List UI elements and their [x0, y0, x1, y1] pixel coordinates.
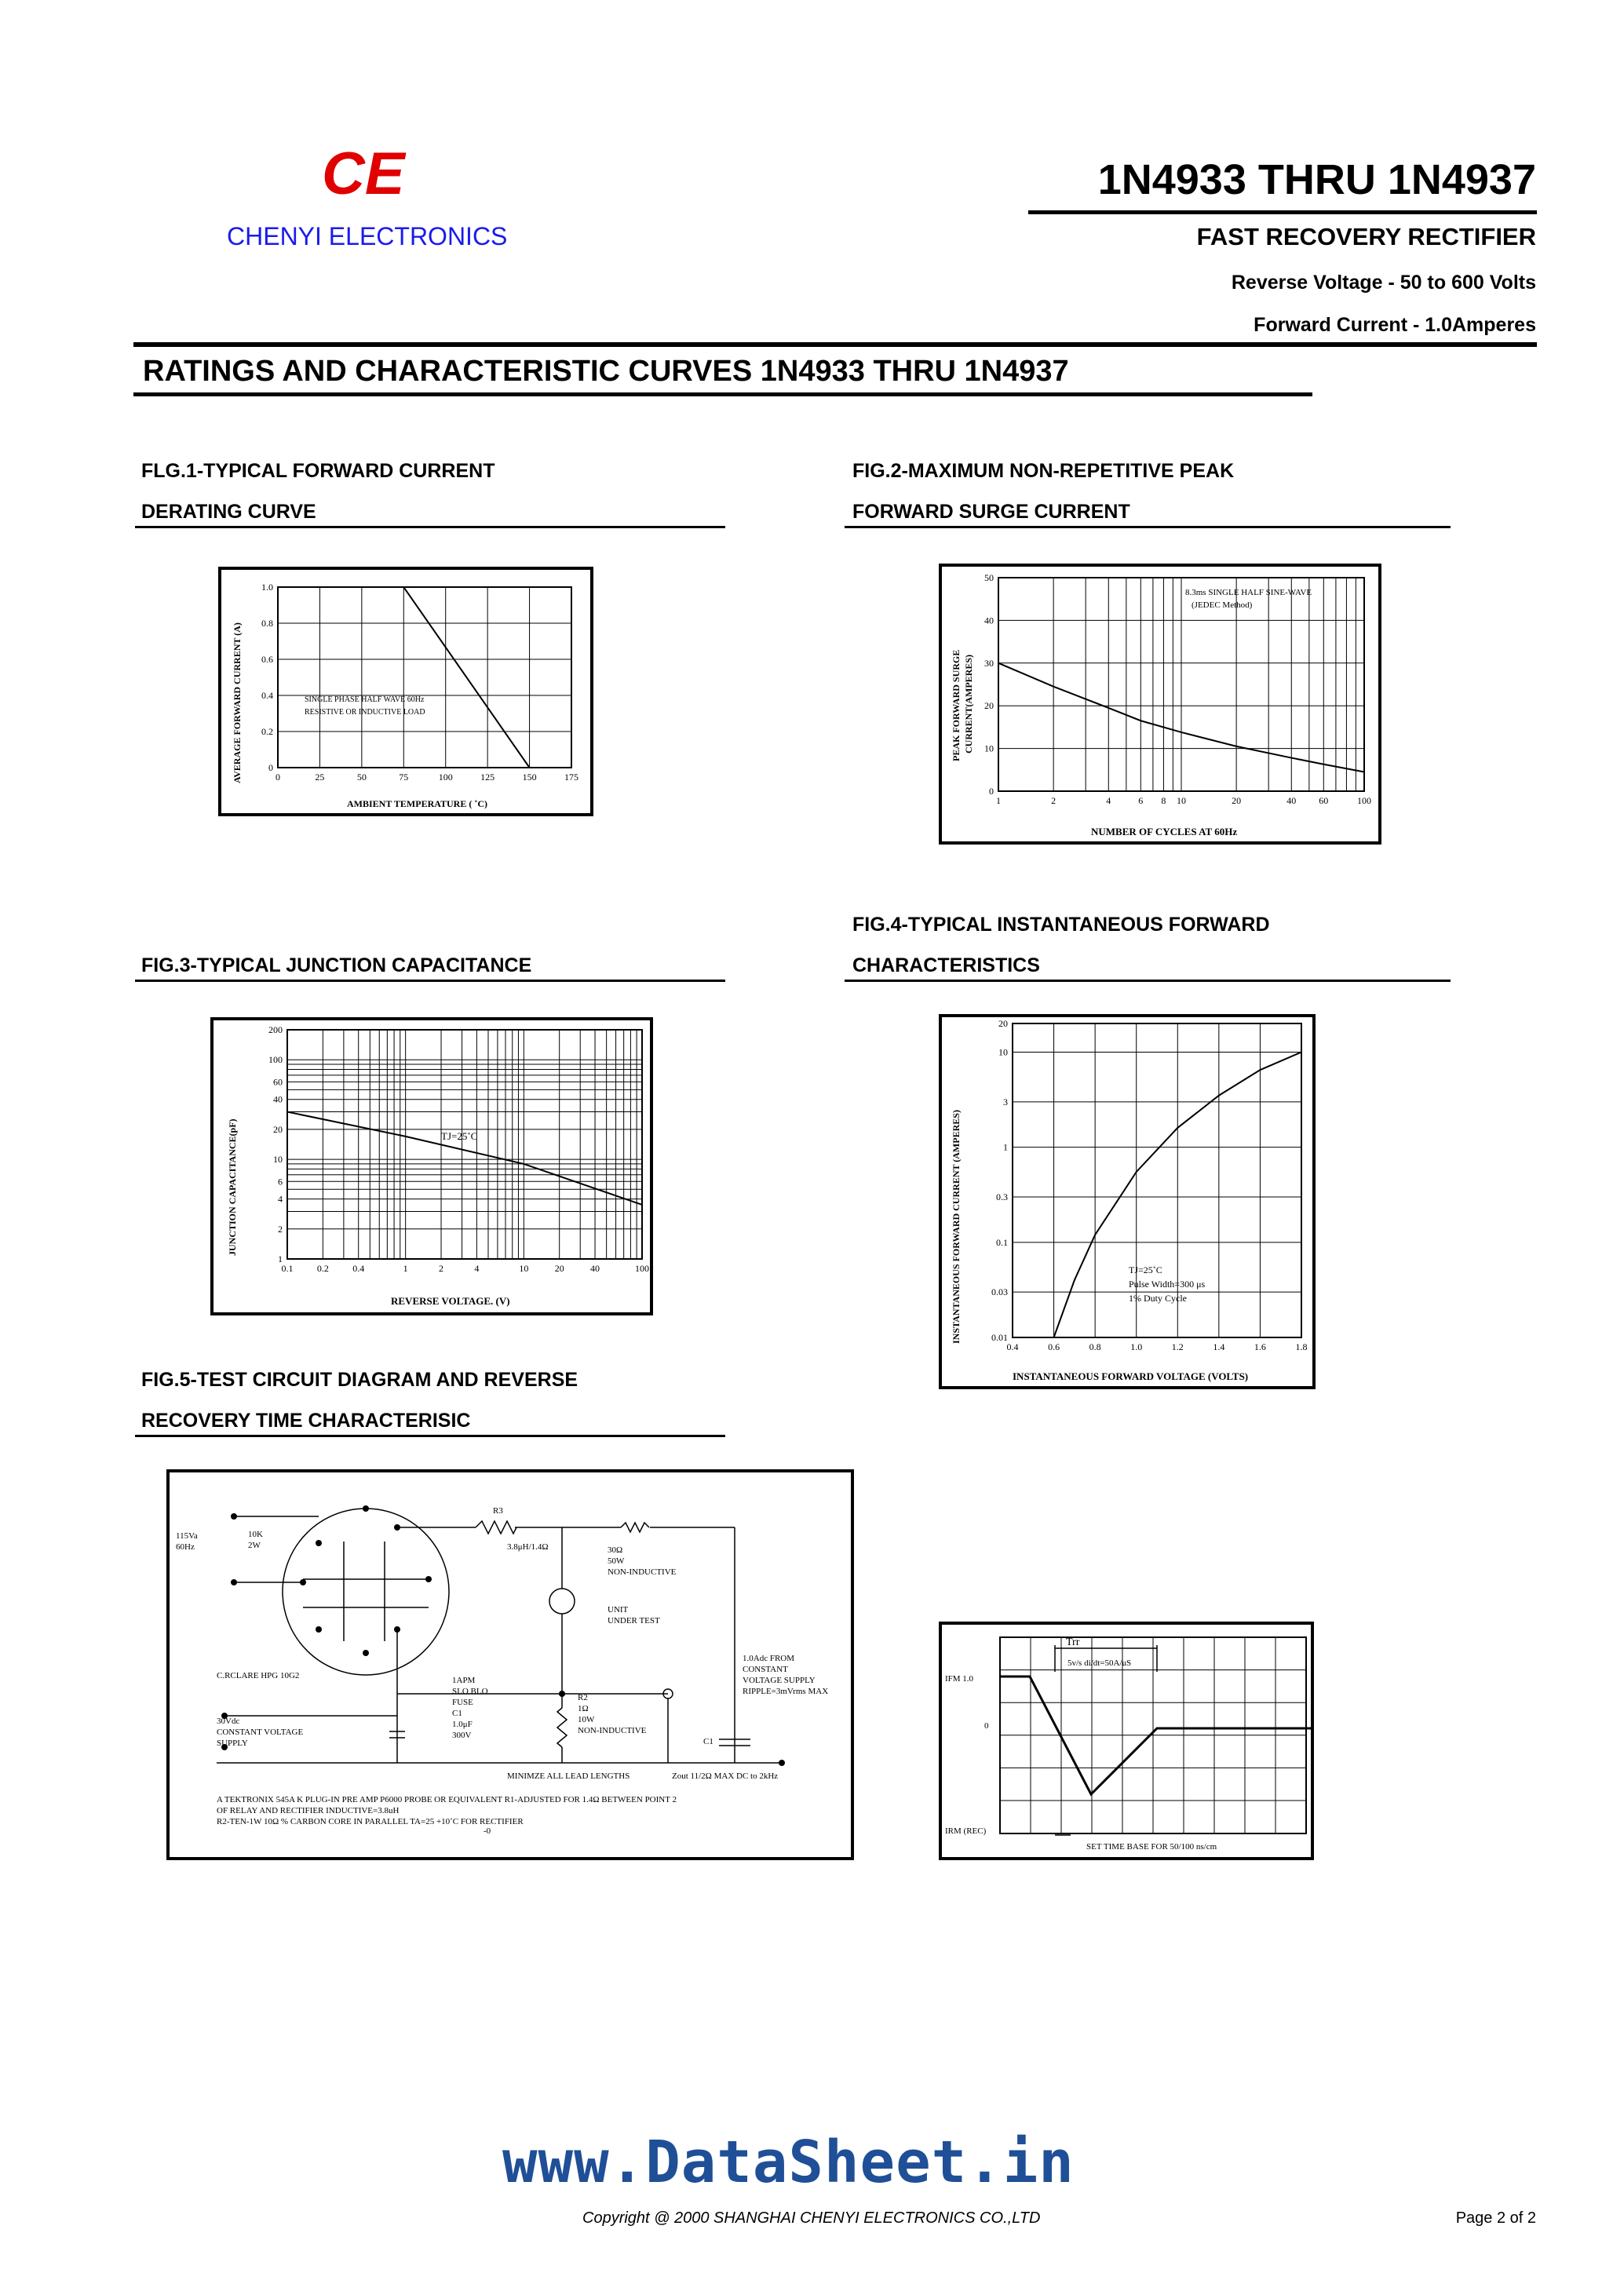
fig4-note-2: Pulse Width=300 μs — [1129, 1279, 1206, 1290]
label-30vdc: 30Vdc — [217, 1717, 240, 1726]
y-tick-label: 0.03 — [991, 1286, 1008, 1298]
x-tick-label: 0.4 — [352, 1263, 365, 1274]
y-tick-label: 6 — [278, 1176, 283, 1188]
x-tick-label: 4 — [1106, 795, 1111, 806]
label-supply: SUPPLY — [217, 1739, 248, 1748]
fig2-panel — [939, 564, 1381, 845]
label-fuse-2: SLO BLO — [452, 1687, 488, 1696]
y-tick-label: 0.2 — [261, 726, 273, 737]
x-tick-label: 0.1 — [281, 1263, 294, 1274]
fig3-y-label: JUNCTION CAPACITANCE(pF) — [227, 1118, 238, 1256]
ifm-label: IFM 1.0 — [945, 1674, 974, 1684]
label-1adc: 1.0Adc FROM — [743, 1654, 795, 1663]
label-minimize: MINIMZE ALL LEAD LENGTHS — [507, 1771, 630, 1781]
fig4-y-label: INSTANTANEOUS FORWARD CURRENT (AMPERES) — [951, 1110, 962, 1344]
fig3-x-label: REVERSE VOLTAGE. (V) — [391, 1295, 510, 1307]
label-10k: 10K — [248, 1530, 263, 1539]
x-tick-label: 75 — [399, 772, 409, 783]
fig2-note-1: 8.3ms SINGLE HALF SINE-WAVE — [1185, 588, 1312, 597]
y-tick-label: 10 — [273, 1154, 283, 1166]
fig1-note-1: SINGLE PHASE HALF WAVE 60Hz — [305, 695, 425, 704]
x-tick-label: 1.4 — [1213, 1341, 1225, 1352]
x-tick-label: 2 — [439, 1263, 444, 1274]
fig1-title-line1: FLG.1-TYPICAL FORWARD CURRENT — [141, 460, 495, 482]
fig2-y-label-2: CURRENT(AMPERES) — [963, 655, 974, 753]
r30-resistor — [621, 1523, 649, 1532]
y-tick-label: 0 — [989, 786, 994, 797]
y-tick-label: 40 — [984, 615, 994, 626]
fig5-title-rule — [135, 1435, 725, 1437]
y-tick-label: 200 — [268, 1024, 283, 1035]
y-tick-label: 0.1 — [996, 1236, 1008, 1248]
label-c1-output: C1 — [703, 1737, 713, 1746]
fig1-chart — [221, 570, 590, 813]
fig2-x-label: NUMBER OF CYCLES AT 60Hz — [1091, 826, 1238, 837]
fig4-note-3: 1% Duty Cycle — [1129, 1293, 1187, 1304]
fig1-x-label: AMBIENT TEMPERATURE ( ˚C) — [347, 798, 488, 809]
x-tick-label: 4 — [474, 1263, 480, 1274]
x-tick-label: 1 — [403, 1263, 408, 1274]
fig2-chart — [942, 567, 1378, 841]
x-tick-label: 0.8 — [1089, 1341, 1101, 1352]
x-tick-label: 20 — [554, 1263, 564, 1274]
y-tick-label: 1 — [1003, 1141, 1008, 1153]
fig2-y-label-1: PEAK FORWARD SURGE — [951, 649, 962, 761]
label-30ohm: 30Ω — [608, 1545, 623, 1555]
fig5-waveform-panel — [939, 1622, 1314, 1860]
y-tick-label: 4 — [278, 1193, 283, 1205]
y-tick-label: 0.6 — [261, 654, 273, 665]
y-tick-label: 40 — [273, 1093, 283, 1105]
y-tick-label: 1.0 — [261, 582, 273, 593]
zero-label: 0 — [984, 1721, 989, 1731]
r3-resistor — [476, 1521, 516, 1534]
label-c1: C1 — [452, 1709, 462, 1718]
x-tick-label: 10 — [1177, 795, 1186, 806]
label-voltage-supply: VOLTAGE SUPPLY — [743, 1676, 816, 1685]
x-tick-label: 8 — [1161, 795, 1166, 806]
fig3-capacitance-curve — [287, 1112, 642, 1205]
fig4-panel — [939, 1014, 1316, 1389]
fig3-chart — [213, 1020, 650, 1312]
x-tick-label: 1.8 — [1295, 1341, 1308, 1352]
fig4-title-line1: FIG.4-TYPICAL INSTANTANEOUS FORWARD — [852, 914, 1270, 936]
fig1-panel — [218, 567, 593, 816]
fig5-title-line1: FIG.5-TEST CIRCUIT DIAGRAM AND REVERSE — [141, 1369, 578, 1391]
fig2-title-line1: FIG.2-MAXIMUM NON-REPETITIVE PEAK — [852, 460, 1235, 482]
y-tick-label: 0.8 — [261, 618, 273, 629]
header-rule — [1028, 210, 1537, 214]
y-tick-label: 10 — [984, 742, 994, 754]
y-tick-label: 20 — [984, 700, 994, 712]
y-tick-label: 100 — [268, 1054, 283, 1066]
unit-under-test-diode — [549, 1589, 575, 1614]
x-tick-label: 150 — [522, 772, 537, 783]
fig4-x-label: INSTANTANEOUS FORWARD VOLTAGE (VOLTS) — [1013, 1370, 1249, 1382]
label-r3: R3 — [493, 1506, 503, 1516]
page-divider — [133, 342, 1537, 347]
x-tick-label: 100 — [438, 772, 453, 783]
x-tick-label: 1.0 — [1130, 1341, 1143, 1352]
trr-label: Trr — [1066, 1636, 1080, 1648]
page-number: Page 2 of 2 — [1455, 2209, 1536, 2227]
label-zout: Zout 11/2Ω MAX DC to 2kHz — [672, 1771, 779, 1781]
y-tick-label: 3 — [1003, 1096, 1008, 1107]
y-tick-label: 60 — [273, 1076, 283, 1088]
product-subtitle: FAST RECOVERY RECTIFIER — [1196, 223, 1536, 250]
plot-frame — [278, 587, 571, 768]
label-60hz: 60Hz — [176, 1542, 195, 1552]
x-tick-label: 125 — [480, 772, 495, 783]
x-tick-label: 0 — [276, 772, 280, 783]
x-tick-label: 50 — [356, 772, 367, 783]
label-r2-watt: 10W — [578, 1715, 595, 1724]
y-tick-label: 50 — [984, 572, 994, 583]
label-50w: 50W — [608, 1556, 625, 1566]
label-c1-voltage: 300V — [452, 1731, 472, 1740]
fig3-note: TJ=25˚C — [441, 1130, 478, 1142]
fig2-title-rule — [845, 526, 1451, 528]
x-tick-label: 0.4 — [1006, 1341, 1019, 1352]
label-fuse-3: FUSE — [452, 1698, 473, 1707]
y-tick-label: 0.4 — [261, 690, 273, 701]
x-tick-label: 100 — [1357, 795, 1371, 806]
y-tick-label: 1 — [278, 1253, 283, 1264]
label-r2-value: 1Ω — [578, 1704, 589, 1713]
label-circlare: C.RCLARE HPG 10G2 — [217, 1671, 300, 1680]
fig2-title-line2: FORWARD SURGE CURRENT — [852, 501, 1130, 523]
x-tick-label: 1.2 — [1171, 1341, 1184, 1352]
fig1-title-rule — [135, 526, 725, 528]
label-under-test: UNDER TEST — [608, 1616, 660, 1625]
y-tick-label: 0.3 — [996, 1191, 1008, 1203]
company-name: CHENYI ELECTRONICS — [227, 222, 508, 250]
label-r2: R2 — [578, 1693, 588, 1702]
section-title: RATINGS AND CHARACTERISTIC CURVES 1N4933 THRU 1N4937 — [143, 355, 1069, 388]
x-tick-label: 6 — [1138, 795, 1144, 806]
y-tick-label: 2 — [278, 1223, 283, 1235]
y-tick-label: 30 — [984, 657, 994, 669]
fig3-title-rule — [135, 980, 725, 982]
fig5-circuit-panel — [166, 1469, 854, 1860]
label-115va: 115Va — [176, 1531, 198, 1541]
website-watermark: www.DataSheet.in — [502, 2129, 1075, 2196]
x-tick-label: 25 — [315, 772, 325, 783]
fig1-note-2: RESISTIVE OR INDUCTIVE LOAD — [305, 708, 425, 717]
fig4-title-line2: CHARACTERISTICS — [852, 954, 1040, 976]
x-tick-label: 0.6 — [1048, 1341, 1060, 1352]
irm-label: IRM (REC) — [945, 1826, 987, 1836]
fig4-note-1: TJ=25˚C — [1129, 1264, 1162, 1275]
fig2-note-2: (JEDEC Method) — [1192, 600, 1253, 610]
fig5-title-line2: RECOVERY TIME CHARACTERISIC — [141, 1410, 471, 1432]
fig5-waveform — [942, 1625, 1311, 1857]
label-fuse-1: 1APM — [452, 1676, 476, 1685]
part-number-title: 1N4933 THRU 1N4937 — [1097, 156, 1536, 203]
x-tick-label: 2 — [1051, 795, 1057, 806]
label-non-inductive-2: NON-INDUCTIVE — [578, 1726, 647, 1735]
copyright-notice: Copyright @ 2000 SHANGHAI CHENYI ELECTRONICS CO.,LTD — [582, 2209, 1041, 2227]
label-non-inductive-1: NON-INDUCTIVE — [608, 1567, 677, 1577]
label-constant-voltage: CONSTANT VOLTAGE — [217, 1728, 304, 1737]
label-constant: CONSTANT — [743, 1665, 788, 1674]
y-tick-label: 20 — [998, 1018, 1008, 1029]
note-line-2: OF RELAY AND RECTIFIER INDUCTIVE=3.8uH — [217, 1806, 400, 1815]
note-line-3: R2-TEN-1W 10Ω % CARBON CORE IN PARALLEL TA=25 +10˚C FOR RECTIFIER — [217, 1817, 524, 1826]
label-ripple: RIPPLE=3mVrms MAX — [743, 1687, 829, 1696]
x-tick-label: 100 — [635, 1263, 649, 1274]
x-tick-label: 0.2 — [316, 1263, 329, 1274]
didt-label: 5v/s di/dt=50A/uS — [1067, 1658, 1132, 1668]
fig3-panel — [210, 1017, 653, 1315]
r2-resistor — [557, 1708, 567, 1747]
label-c1-value: 1.0μF — [452, 1720, 473, 1729]
label-inductor: 3.8μH/1.4Ω — [507, 1542, 549, 1552]
label-unit: UNIT — [608, 1605, 629, 1615]
label-2w: 2W — [248, 1541, 261, 1550]
forward-current-spec: Forward Current - 1.0Amperes — [1254, 314, 1536, 336]
fig3-title-line1: FIG.3-TYPICAL JUNCTION CAPACITANCE — [141, 954, 532, 976]
y-tick-label: 0.01 — [991, 1332, 1008, 1343]
note-line-4: -0 — [484, 1826, 491, 1836]
company-logo: CE — [322, 140, 405, 207]
x-tick-label: 40 — [590, 1263, 600, 1274]
x-tick-label: 175 — [564, 772, 578, 783]
fig1-y-label: AVERAGE FORWARD CURRENT (A) — [232, 622, 243, 783]
fig4-chart — [942, 1017, 1312, 1386]
x-tick-label: 20 — [1232, 795, 1242, 806]
x-tick-label: 1.6 — [1254, 1341, 1266, 1352]
note-line-1: A TEKTRONIX 545A K PLUG-IN PRE AMP P6000 PROBE OR EQUIVALENT R1-ADJUSTED FOR 1.4Ω BETWEEN POINT 2 — [217, 1795, 677, 1804]
y-tick-label: 10 — [998, 1046, 1008, 1058]
time-base-label: SET TIME BASE FOR 50/100 ns/cm — [1086, 1842, 1217, 1852]
fig1-title-line2: DERATING CURVE — [141, 501, 316, 523]
y-tick-label: 20 — [273, 1123, 283, 1135]
fig4-title-rule — [845, 980, 1451, 982]
section-rule — [133, 392, 1312, 396]
x-tick-label: 40 — [1286, 795, 1297, 806]
reverse-voltage-spec: Reverse Voltage - 50 to 600 Volts — [1231, 272, 1536, 294]
x-tick-label: 60 — [1319, 795, 1329, 806]
x-tick-label: 10 — [519, 1263, 529, 1274]
fig5-circuit-diagram — [170, 1472, 851, 1857]
y-tick-label: 0 — [268, 762, 273, 773]
x-tick-label: 1 — [996, 795, 1001, 806]
